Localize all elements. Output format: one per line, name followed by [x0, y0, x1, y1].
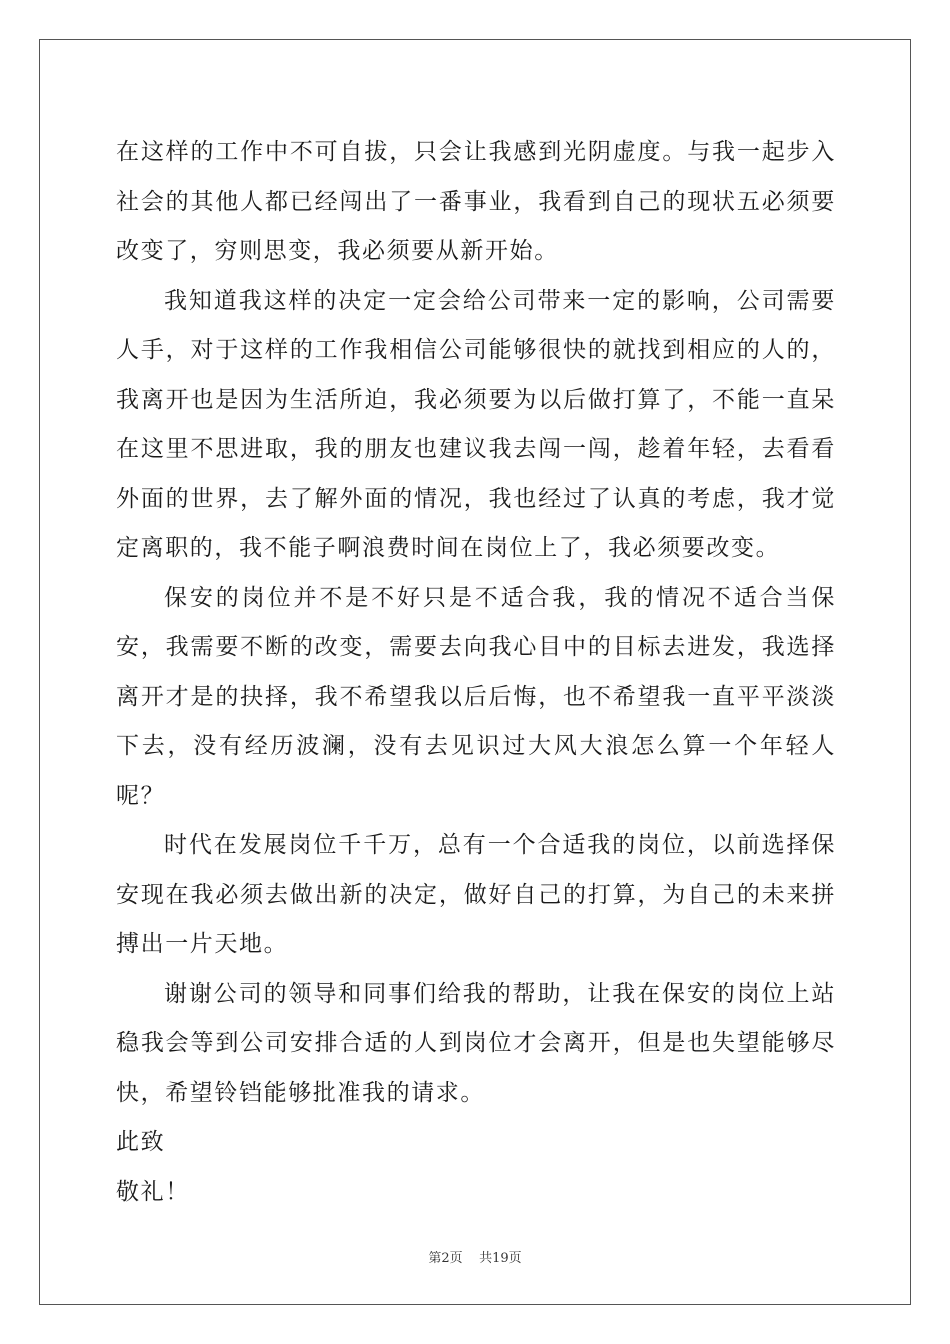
document-body	[116, 128, 836, 1217]
paragraph-4: 时代在发展岗位千千万，总有一个合适我的岗位，以前选择保安现在我必须去做出新的决定，做好自己的打算，为自己的未来拼搏出一片天地。	[116, 832, 836, 957]
paragraph-2: 我知道我这样的决定一定会给公司带来一定的影响，公司需要人手，对于这样的工作我相信公司能够很快的就找到相应的人的，我离开也是因为生活所迫，我必须要为以后做打算了，不能一直呆在这里不思进取，我的朋友也建议我去闯一闯，趁着年轻，去看看外面的世界，去了解外面的情况，我也经过了认真的考虑，我才觉定离职的，我不能子啊浪费时间在岗位上了，我必须要改变。	[116, 287, 836, 561]
paragraph-1: 在这样的工作中不可自拔，只会让我感到光阴虚度。与我一起步入社会的其他人都已经闯出了一番事业，我看到自己的现状五必须要改变了，穷则思变，我必须要从新开始。	[116, 139, 836, 264]
salutation-line: 敬礼！	[116, 1178, 190, 1205]
paragraph-5: 谢谢公司的领导和同事们给我的帮助，让我在保安的岗位上站稳我会等到公司安排合适的人到岗位才会离开，但是也失望能够尽快，希望铃铛能够批准我的请求。	[116, 980, 836, 1106]
page-footer	[0, 1247, 950, 1266]
page-number: 第2页	[428, 1251, 463, 1266]
closing-line: 此致	[116, 1129, 166, 1155]
page-total: 共19页	[479, 1251, 522, 1266]
paragraph-3: 保安的岗位并不是不好只是不适合我，我的情况不适合当保安，我需要不断的改变，需要去向我心目中的目标去进发，我选择离开才是的抉择，我不希望我以后后悔，也不希望我一直平平淡淡下去，没有经历波澜，没有去见识过大风大浪怎么算一个年轻人呢？	[116, 584, 836, 809]
